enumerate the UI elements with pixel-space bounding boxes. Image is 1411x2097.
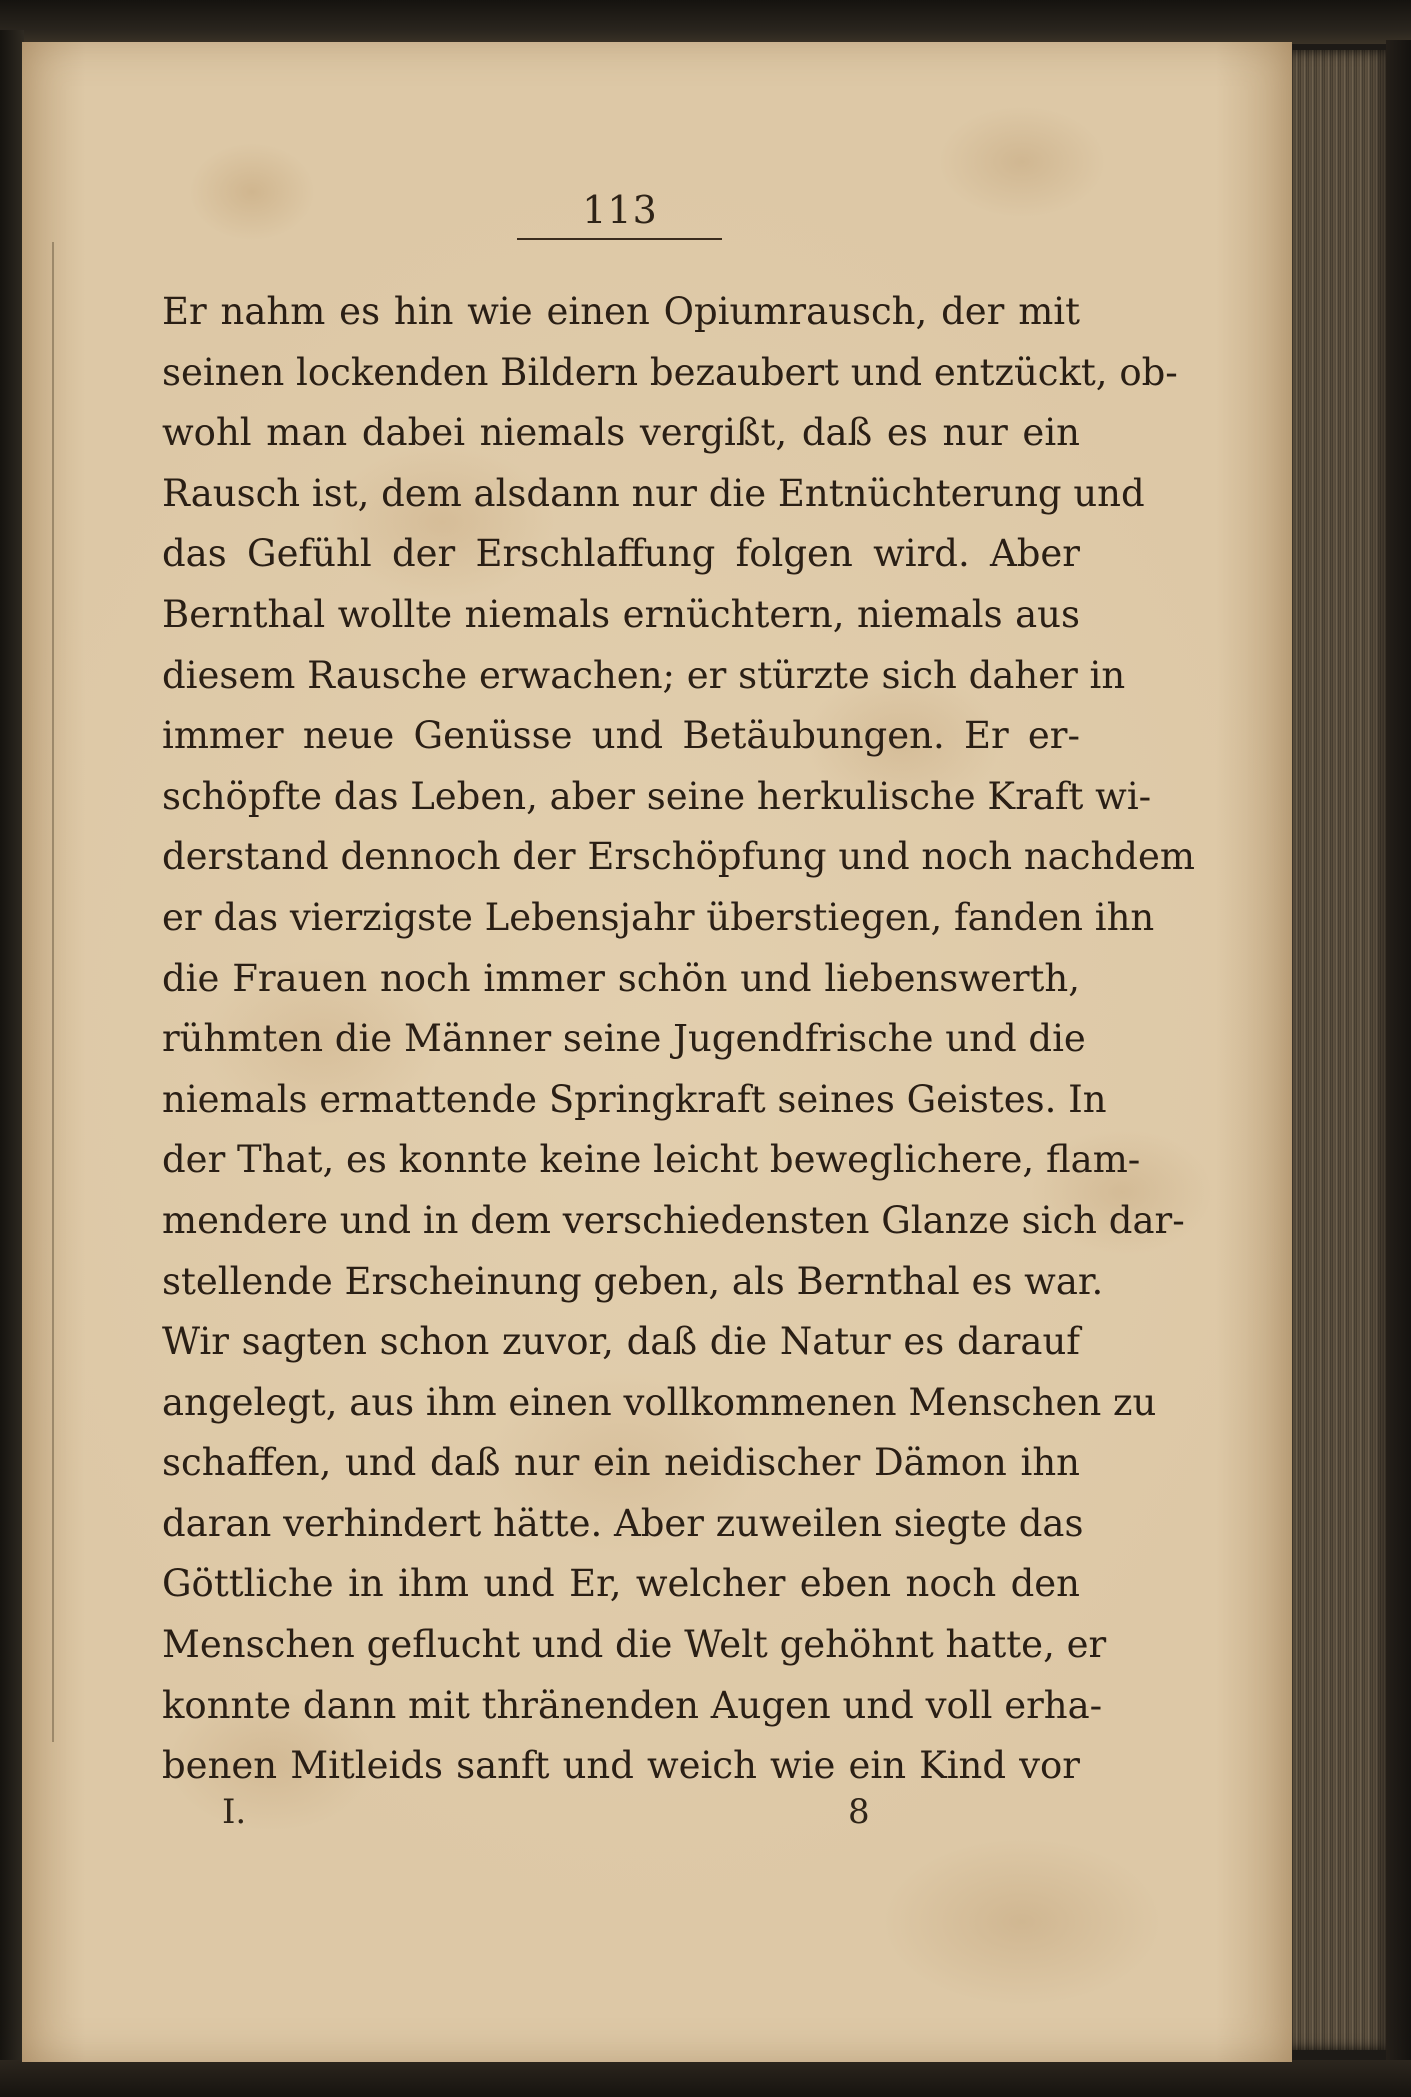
text-line: benen Mitleids sanft und weich wie ein Kind vor — [162, 1744, 1080, 1788]
text-line: angelegt, aus ihm einen vollkommenen Menschen zu — [162, 1380, 1157, 1424]
text-line: stellende Erscheinung geben, als Bernthal es war. — [162, 1259, 1104, 1303]
text-line: diesem Rausche erwachen; er stürzte sich daher in — [162, 653, 1126, 697]
text-line: die Frauen noch immer schön und liebenswerth, — [162, 956, 1080, 1000]
page-number: 113 — [582, 188, 658, 232]
header-rule — [517, 238, 722, 240]
text-line: Rausch ist, dem alsdann nur die Entnüchterung und — [162, 471, 1145, 515]
text-line: rühmten die Männer seine Jugendfrische und die — [162, 1017, 1086, 1061]
text-line: niemals ermattende Springkraft seines Geistes. In — [162, 1077, 1107, 1121]
text-line: der That, es konnte keine leicht beweglichere, flam- — [162, 1138, 1141, 1182]
text-line: immer neue Genüsse und Betäubungen. Er er- — [162, 714, 1080, 758]
sheet-number: 8 — [848, 1792, 870, 1832]
text-line: Menschen geflucht und die Welt gehöhnt hatte, er — [162, 1623, 1107, 1667]
signature-mark: I. — [222, 1792, 247, 1832]
text-line: Wir sagten schon zuvor, daß die Natur es darauf — [162, 1320, 1080, 1364]
text-line: er das vierzigste Lebensjahr überstiegen, fanden ihn — [162, 895, 1155, 939]
text-line: wohl man dabei niemals vergißt, daß es nur ein — [162, 411, 1080, 455]
book-cover-right — [1386, 40, 1411, 2097]
text-line: das Gefühl der Erschlaffung folgen wird. Aber — [162, 532, 1080, 576]
binding-gutter — [52, 242, 62, 1742]
text-line: Bernthal wollte niemals ernüchtern, niemals aus — [162, 592, 1080, 636]
body-text — [162, 282, 1195, 1797]
text-line: schöpfte das Leben, aber seine herkulische Kraft wi- — [162, 774, 1152, 818]
book-cover-left — [0, 30, 24, 2097]
text-line: derstand dennoch der Erschöpfung und noch nachdem — [162, 835, 1195, 879]
text-line: daran verhindert hätte. Aber zuweilen siegte das — [162, 1501, 1084, 1545]
book-cover-bottom — [0, 2060, 1411, 2097]
text-line: mendere und in dem verschiedensten Glanze sich dar- — [162, 1198, 1185, 1242]
book-cover-top — [0, 0, 1411, 44]
text-line: Göttliche in ihm und Er, welcher eben noch den — [162, 1562, 1080, 1606]
text-line: Er nahm es hin wie einen Opiumrausch, der mit — [162, 290, 1080, 333]
text-line: schaffen, und daß nur ein neidischer Dämon ihn — [162, 1441, 1080, 1485]
text-line: seinen lockenden Bildern bezaubert und entzückt, ob- — [162, 350, 1178, 394]
text-line: konnte dann mit thränenden Augen und voll erha- — [162, 1683, 1103, 1727]
page-edges — [1284, 50, 1389, 2050]
